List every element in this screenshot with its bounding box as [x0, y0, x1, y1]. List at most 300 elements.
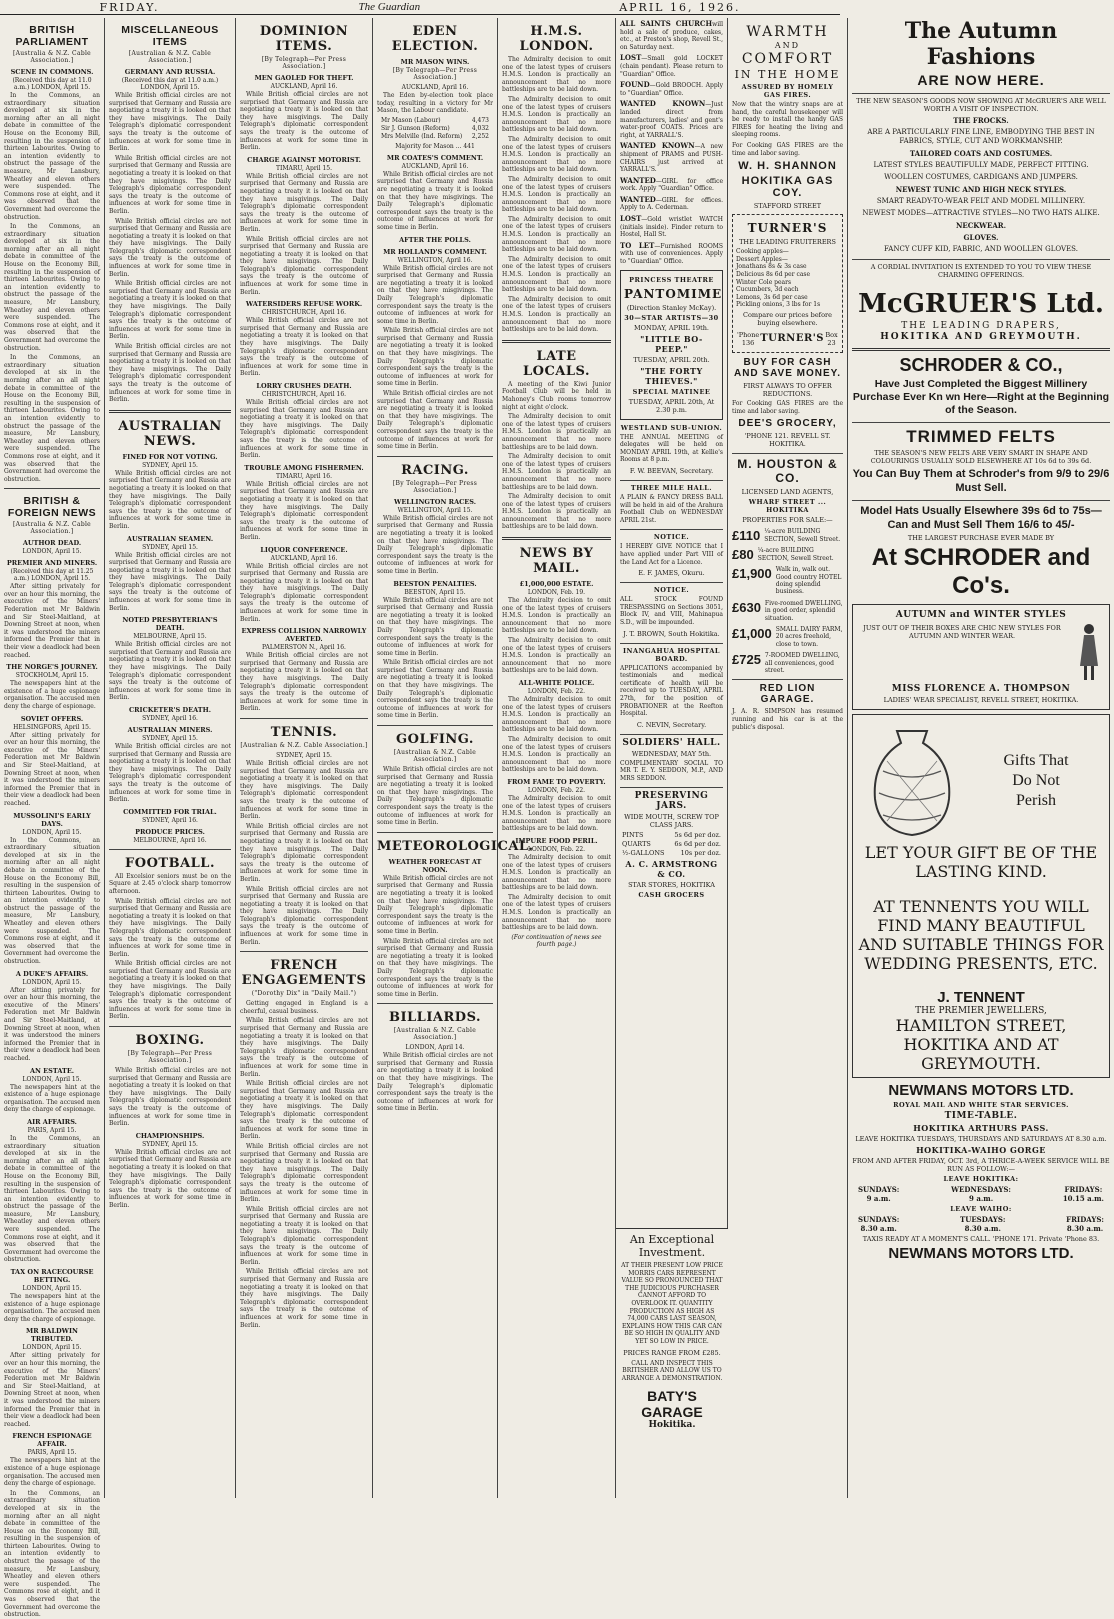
jar-price: 5s 6d per doz.: [674, 831, 721, 840]
schedule-cell: [951, 1185, 1011, 1203]
article-text: While British official circles are not surprised that Germany and Russia are negotiating a treaty it is looked on that they have misgivings. The Daily Telegraph's diplomatic correspondent says the treaty is the outcome of influences at work for some time in Berlin.: [377, 659, 493, 720]
turners-ad: [732, 214, 843, 353]
fruit-item: Delicious 8s 6d per case: [736, 270, 811, 278]
soldiers-hall-title: SOLDIERS' HALL.: [622, 737, 721, 748]
lady-illustration: [1072, 622, 1106, 682]
article-text: The Admiralty decision to omit one of the latest types of cruisers H.M.S. London is practically an announcement that no more battleships are to be laid down.: [502, 135, 611, 174]
hospital-text: APPLICATIONS accompanied by testimonials and medical certificate of health will be received up to TUESDAY, APRIL 27th, for the position of PROBATIONER at the Reefton Hospital.: [620, 664, 723, 718]
turners-phone: 'Phone 136: [736, 330, 760, 347]
schedule-time: 8.30 a.m.: [860, 1224, 897, 1233]
classified-lead: WANTED KNOWN: [620, 141, 695, 151]
subheading: WATERSIDERS REFUSE WORK.: [245, 300, 363, 309]
dateline: LONDON, April 15.: [22, 828, 82, 836]
fashion-item: NECKWEAR.: [955, 221, 1007, 230]
article-text: While British official circles are not surprised that Germany and Russia are negotiating a treaty it is looked on that they have misgivings. The Daily Telegraph's diplomatic correspondent says the treaty is the outcome of influences at work for some time in Berlin.: [377, 766, 493, 827]
houston-subtitle: LICENSED LAND AGENTS,: [741, 488, 834, 497]
property-desc: Five-roomed DWELLING, in good order, splendid situation.: [764, 599, 843, 622]
article-text: While British official circles are not surprised that Germany and Russia are negotiating a treaty it is looked on that they have misgivings. The Daily Telegraph's diplomatic correspondent says the treaty is the outcome of influences at work for some time in Berlin.: [377, 264, 493, 325]
jar-size: PINTS: [622, 831, 644, 840]
batys-garage-name: BATY'S GARAGE: [641, 1388, 703, 1421]
article-text: In the Commons, an extraordinary situation developed at six in the morning after an all night debate in committee of the House on the Economy Bill, resulting in the suspension of thirteen Labourites. Owing to an intention evidently to obstruct the passage of the measure, Mr Lansbury, Wheatley and eleven others were suspended. The Commons rose at eight, and it was observed that the Government had overcome the obstruction.: [4, 1134, 100, 1264]
pantomime-show-1: "LITTLE BO-PEEP.": [640, 333, 703, 354]
turners-box: Box 23: [825, 330, 838, 347]
article-text: The Admiralty decision to omit one of the latest types of cruisers H.M.S. London is practically an announcement that no more battleships are to be laid down.: [502, 453, 611, 491]
dateline: PALMERSTON N., April 16.: [262, 644, 346, 652]
three-mile-notice: [620, 484, 723, 524]
schedule-day: SUNDAYS:: [858, 1215, 900, 1224]
article-text: While British official circles are not surprised that Germany and Russia are negotiating a treaty it is looked on that they have misgivings. The Daily Telegraph's diplomatic correspondent says the treaty is the outcome of influences at work for some time in Berlin.: [240, 822, 368, 883]
article-text: While British official circles are not surprised that Germany and Russia are negotiating a treaty it is looked on that they have misgivings. The Daily Telegraph's diplomatic correspondent says the treaty is the outcome of influences at work for some time in Berlin.: [377, 937, 493, 998]
article-text: The Admiralty decision to omit one of the latest types of cruisers H.M.S. London is practically an announcement that no more battleships are to be laid down.: [502, 893, 611, 932]
red-lion-ad: [732, 683, 843, 731]
autumn-fashions-subtitle: ARE NOW HERE.: [917, 72, 1045, 88]
article-text: While British official circles are not surprised that Germany and Russia are negotiating a treaty it is looked on that they have misgivings. The Daily Telegraph's diplomatic correspondent says the treaty is the outcome of influences at work for some time in Berlin.: [240, 760, 368, 821]
fashion-item: ARE A PARTICULARLY FINE LINE, EMBODYING THE BEST IN FABRICS, STYLE, CUT AND WORKMANSHIP.: [867, 128, 1095, 145]
source-line: [By Telegraph—Per Press Association.]: [127, 1050, 213, 1065]
article-text: While British official circles are not surprised that Germany and Russia are negotiating a treaty it is looked on that they have misgivings. The Daily Telegraph's diplomatic correspondent says the treaty is the outcome of influences at work for some time in Berlin.: [377, 514, 493, 575]
property-row: [732, 652, 843, 674]
heading-racing: RACING.: [401, 462, 469, 478]
property-desc: Walk in, walk out. Good country HOTEL doing splendid business.: [775, 566, 842, 596]
dateline: (Received this day at 11.0 a.m.) LONDON, April 15.: [121, 77, 219, 91]
fashion-item: LATEST STYLES BEAUTIFULLY MADE, PERFECT FITTING.: [873, 161, 1089, 169]
subheading: A DUKE'S AFFAIRS.: [15, 969, 89, 978]
schedule-time: 10.15 a.m.: [1062, 1194, 1104, 1203]
jar-size: QUARTS: [622, 840, 651, 849]
gas-company-name: HOKITIKA GAS COY.: [741, 175, 834, 200]
dateline: LONDON, April 15.: [22, 548, 82, 556]
vase-illustration: [857, 721, 967, 841]
schedule-cell: [858, 1185, 899, 1203]
buy-subtitle: FIRST ALWAYS TO OFFER REDUCTIONS.: [743, 381, 832, 398]
column-5: [498, 18, 616, 1498]
column-7: [728, 18, 848, 1498]
subheading: £1,000,000 ESTATE.: [519, 580, 594, 589]
subheading: MUSSOLINI'S EARLY DAYS.: [13, 811, 91, 828]
article-text: While British official circles are not surprised that Germany and Russia are negotiating a treaty it is looked on that they have misgivings. The Daily Telegraph's diplomatic correspondent says the treaty is the outcome of influences at work for some time in Berlin.: [109, 641, 231, 702]
candidate-name: Mr Mason (Labour): [381, 116, 441, 124]
classified-text: will hold a sale of produce, cakes, etc., at Preston's shop, Revell St., on Saturday next.: [620, 21, 723, 51]
properties-heading: PROPERTIES FOR SALE:—: [742, 516, 833, 525]
dateline: LONDON, April 14.: [405, 1044, 465, 1052]
dateline: CHRISTCHURCH, April 16.: [261, 309, 347, 317]
article-text: The Admiralty decision to omit one of the latest types of cruisers H.M.S. London is practically an announcement that no more battleships are to be laid down.: [502, 215, 611, 254]
timetable-heading: TIME-TABLE.: [944, 1111, 1018, 1121]
schedule-cell: [858, 1215, 899, 1233]
investment-call: CALL AND INSPECT THIS BRITISHER AND ALLOW US TO ARRANGE A DEMONSTRATION.: [621, 1359, 723, 1382]
candidate-votes: 4,032: [471, 124, 489, 132]
subheading: CRICKETER'S DEATH.: [128, 706, 212, 714]
article-text: While British official circles are not surprised that Germany and Russia are negotiating a treaty it is looked on that they have misgivings. The Daily Telegraph's diplomatic correspondent says the treaty is the outcome of influences at work for some time in Berlin.: [377, 170, 493, 231]
subheading: SCENE IN COMMONS.: [10, 68, 94, 76]
subheading: MR HOLLAND'S COMMENT.: [383, 247, 487, 256]
article-text: The Admiralty decision to omit one of the latest types of cruisers H.M.S. London is practically an announcement that no more battleships are to be laid down.: [502, 175, 611, 214]
source-line: [Australian & N.Z. Cable Association.]: [393, 1027, 477, 1042]
dateline: SYDNEY, April 16.: [142, 816, 198, 824]
fashion-item: FANCY CUFF KID, FABRIC, AND WOOLLEN GLOVES.: [884, 245, 1078, 253]
subheading: FROM FAME TO POVERTY.: [507, 777, 606, 786]
dateline: AUCKLAND, April 16.: [270, 554, 338, 562]
dateline: LONDON, April 15.: [22, 1285, 82, 1293]
article-text: The newspapers hint at the existence of a huge espionage organisation. The accused men deny the charge of espionage.: [4, 1457, 100, 1488]
autumn-winter-styles: AUTUMN and WINTER STYLES: [895, 610, 1067, 620]
matinee-time: TUESDAY, APRIL 20th, At 2.30 p.m.: [628, 397, 715, 414]
article-text: In the Commons, an extraordinary situation developed at six in the morning after an all night debate in committee of the House on the Economy Bill, resulting in the suspension of thirteen Labourites. Owing to an intention evidently to obstruct the passage of the measure, Mr Lansbury, Wheatley and eleven others were suspended. The Commons rose at eight, and it was observed that the Government had overcome the obstruction.: [4, 92, 100, 221]
classified-ad: [620, 242, 723, 266]
dateline: SYDNEY, April 15.: [276, 752, 332, 759]
fashion-item: GLOVES.: [963, 233, 999, 242]
heading-news-by-mail: NEWS BY MAIL.: [519, 546, 594, 577]
notice-text: I HEREBY GIVE NOTICE that I have applied under Part VIII of the Land Act for a Licence.: [620, 543, 723, 566]
column-4: [373, 18, 534, 1498]
thompson-name: MISS FLORENCE A. THOMPSON: [891, 684, 1071, 694]
article-text: While British official circles are not surprised that Germany and Russia are negotiating a treaty it is looked on that they have misgivings. The Daily Telegraph's diplomatic correspondent says the treaty is the outcome of influences at work for some time in Berlin.: [109, 960, 231, 1021]
dateline: SYDNEY, April 15.: [142, 543, 198, 551]
subheading: CHAMPIONSHIPS.: [135, 1131, 205, 1140]
heading-golfing: GOLFING.: [396, 732, 474, 748]
fruit-item: Winter Cole pears: [736, 278, 792, 286]
result-row: [381, 125, 489, 133]
subheading: GERMANY AND RUSSIA.: [124, 68, 216, 76]
property-desc: ¼-acre BUILDING SECTION, Sewell Street.: [764, 528, 841, 543]
dateline: STOCKHOLM, April 15.: [15, 672, 89, 680]
warmth-heading: [732, 24, 843, 81]
schedule-cell: [1066, 1215, 1104, 1233]
schedule-cell: [1063, 1185, 1104, 1203]
masthead: [0, 0, 840, 15]
classified-ad: [620, 54, 723, 78]
dateline: WELLINGTON, April 15.: [397, 506, 473, 514]
article-text: While British official circles are not surprised that Germany and Russia are negotiating a treaty it is looked on that they have misgivings. The Daily Telegraph's diplomatic correspondent says the treaty is the outcome of influences at work for some time in Berlin.: [377, 390, 493, 451]
jar-price: 6s 6d per doz.: [674, 840, 721, 849]
article-text: The Admiralty decision to omit one of the latest types of cruisers H.M.S. London is practically an announcement that no more battleships are to be laid down.: [502, 735, 611, 774]
fruit-item: Cooking apples—: [736, 248, 789, 256]
westland-title: WESTLAND SUB-UNION.: [620, 423, 723, 432]
heading-miscellaneous: MISCELLANEOUS ITEMS: [121, 24, 219, 48]
tennent-text: AT TENNENTS YOU WILL FIND MANY BEAUTIFUL AND SUITABLE THINGS FOR WEDDING PRESENTS, ETC.: [858, 897, 1104, 973]
classified-text: —Gold BROOCH. Apply to "Guardian" Office.: [620, 82, 723, 97]
newmans-name: NEWMANS MOTORS LTD.: [888, 1082, 1074, 1099]
gifts-line-1: Gifts That: [1003, 752, 1069, 769]
article-text: While British official circles are not surprised that Germany and Russia are negotiating a treaty it is looked on that they have misgivings. The Daily Telegraph's diplomatic correspondent says the treaty is the outcome of influences at work for some time in Berlin.: [240, 1080, 368, 1141]
warmth-text: Now that the wintry snaps are at hand, the careful housekeeper will be ready to install the handy GAS FIRES for heating the living and sleeping rooms.: [732, 101, 843, 139]
article-text: While British official circles are not surprised that Germany and Russia are negotiating a treaty it is looked on that they have misgivings. The Daily Telegraph's diplomatic correspondent says the treaty is the outcome of influences at work for some time in Berlin.: [109, 897, 231, 958]
property-row: [732, 547, 843, 562]
dateline: CHRISTCHURCH, April 16.: [261, 391, 347, 398]
special-matinee: SPECIAL MATINEE: [632, 387, 711, 396]
subheading: BEESTON PENALTIES.: [393, 579, 477, 588]
mcgruers-town: HOKITIKA AND GREYMOUTH.: [880, 332, 1082, 342]
article-text: The newspapers hint at the existence of a huge espionage organisation. The accused men deny the charge of espionage.: [4, 1083, 100, 1114]
article-text: While British official circles are not surprised that Germany and Russia are negotiating a treaty it is looked on that they have misgivings. The Daily Telegraph's diplomatic correspondent says the treaty is the outcome of influences at work for some time in Berlin.: [240, 1268, 368, 1329]
subheading: IMPURE FOOD PERIL.: [515, 836, 598, 845]
source-line: [By Telegraph—Per Press Association.]: [392, 67, 478, 81]
three-mile-title: THREE MILE HALL.: [630, 484, 713, 492]
classified-lead: WANTED KNOWN: [620, 99, 706, 109]
hospital-title: INANGAHUA HOSPITAL BOARD.: [623, 646, 720, 663]
shannon-name: W. H. SHANNON: [738, 160, 837, 173]
article-text: While British official circles are not surprised that Germany and Russia are negotiating a treaty it is looked on that they have misgivings. The Daily Telegraph's diplomatic correspondent says the treaty is the outcome of influences at work for some time in Berlin.: [109, 1067, 231, 1128]
masthead-date: APRIL 16, 1926.: [619, 0, 741, 14]
classified-ad: [620, 142, 723, 173]
princess-theatre-title: PRINCESS THEATRE: [629, 275, 714, 284]
article-text: While British official circles are not surprised that Germany and Russia are negotiating a treaty it is looked on that they have misgivings. The Daily Telegraph's diplomatic correspondent says the treaty is the outcome of influences at work for some time in Berlin.: [240, 235, 368, 296]
red-lion-title: RED LION GARAGE.: [759, 683, 816, 706]
column-2: [105, 18, 236, 1498]
source-line: [By Telegraph—Per Press Association.]: [261, 56, 347, 70]
article-text: While British official circles are not surprised that Germany and Russia are negotiating a treaty it is looked on that they have misgivings. The Daily Telegraph's diplomatic correspondent says the treaty is the outcome of influences at work for some time in Berlin.: [109, 469, 231, 530]
subheading: TROUBLE AMONG FISHERMEN.: [244, 463, 364, 472]
dateline: PARIS, April 15.: [27, 1126, 77, 1134]
article-text: The Admiralty decision to omit one of the latest types of cruisers H.M.S. London is practically an announcement that no more battleships are to be laid down.: [502, 493, 611, 531]
candidate-votes: 4,473: [471, 116, 489, 124]
batys-garage-town: Hokitika.: [648, 1420, 696, 1431]
heading-football: FOOTBALL.: [125, 855, 215, 871]
hospital-signature: C. NEVIN, Secretary.: [636, 720, 707, 729]
dateline: SYDNEY, April 15.: [142, 735, 198, 742]
schedule-time: 8.30 a.m.: [964, 1224, 1001, 1233]
dateline: SYDNEY, April 16.: [142, 715, 198, 722]
article-text: While British official circles are not surprised that Germany and Russia are negotiating a treaty it is looked on that they have misgivings. The Daily Telegraph's diplomatic correspondent says the treaty is the outcome of influences at work for some time in Berlin.: [240, 91, 368, 152]
property-row: [732, 528, 843, 543]
fashion-item: NEWEST TUNIC AND HIGH NECK STYLES.: [895, 185, 1067, 194]
classified-text: —Gold wristlet WATCH (initials inside). Finder return to Hostel, Hall St.: [620, 216, 723, 239]
subheading: FRENCH ESPIONAGE AFFAIR.: [12, 1432, 92, 1449]
classified-text: —Small gold LOCKET (chain pendant). Please return to "Guardian" Office.: [620, 55, 723, 78]
article-text: While British official circles are not surprised that Germany and Russia are negotiating a treaty it is looked on that they have misgivings. The Daily Telegraph's diplomatic correspondent says the treaty is the outcome of influences at work for some time in Berlin.: [109, 551, 231, 612]
dateline: WELLINGTON, April 16.: [397, 256, 473, 264]
dees-address: 'PHONE 121. REVELL ST. HOKITIKA.: [744, 432, 831, 449]
source-line: [By Telegraph—Per Press Association.]: [392, 479, 478, 494]
result-row: [381, 117, 489, 125]
armstrong-address: STAR STORES, HOKITIKA: [628, 881, 715, 890]
column-1: [0, 18, 105, 1619]
armstrong-name: A. C. ARMSTRONG & CO.: [625, 859, 718, 880]
soldiers-hall-ad: [620, 738, 723, 783]
turners-subtitle: THE LEADING FRUITERERS: [739, 238, 836, 247]
article-text: The Admiralty decision to omit one of the latest types of cruisers H.M.S. London is practically an announcement that no more battleships are to be laid down.: [502, 413, 611, 451]
election-results: [381, 117, 489, 141]
article-text: While British official circles are not surprised that Germany and Russia are negotiating a treaty it is looked on that they have misgivings. The Daily Telegraph's diplomatic correspondent says the treaty is the outcome of influences at work for some time in Berlin.: [240, 1205, 368, 1266]
schroder-name: SCHRODER & CO.,: [899, 355, 1063, 375]
schroder-text: Have Just Completed the Biggest Millinery Purchase Ever Kn wn Here—Right at the Beginning of the Season.: [852, 378, 1110, 416]
heading-hms-london: H.M.S. LONDON.: [519, 24, 594, 54]
article-text: The newspapers hint at the existence of a huge espionage organisation. The accused men deny the charge of espionage.: [4, 680, 100, 710]
property-desc: ¼-acre BUILDING SECTION, Sewell Street.: [757, 547, 834, 562]
classified-lead: FOUND: [620, 80, 650, 90]
pantomime-show-2: "THE FORTY THIEVES.": [640, 365, 703, 386]
dateline: LONDON, Feb. 22.: [527, 845, 586, 853]
soldiers-hall-text: COMPLIMENTARY SOCIAL TO MR T. E. Y. SEDDON, M.P., AND MRS SEDDON.: [620, 759, 723, 782]
jar-price: 10s per doz.: [680, 849, 721, 858]
dateline: TIMARU, April 16.: [275, 472, 332, 480]
morris-cars-ad: [616, 1228, 728, 1498]
article-text: The Admiralty decision to omit one of the latest types of cruisers H.M.S. London is practically an announcement that no more battleships are to be laid down.: [502, 95, 611, 134]
subheading: AUTHOR DEAD.: [22, 539, 82, 548]
preserving-jars-ad: [620, 791, 723, 899]
gas-ad: [732, 24, 843, 210]
source-line: [Australian & N.Z. Cable Association.]: [393, 749, 477, 764]
classified-lead: TO LET: [620, 240, 655, 250]
article-text: While British official circles are not surprised that Germany and Russia are negotiating a treaty it is looked on that they have misgivings. The Daily Telegraph's diplomatic correspondent says the treaty is the outcome of influences at work for some time in Berlin.: [109, 280, 231, 341]
subheading: THE NORGE'S JOURNEY.: [6, 663, 98, 672]
fashion-item: SMART READY-TO-WEAR FELT AND MODEL MILLINERY.: [876, 197, 1086, 205]
article-text: In the Commons, an extraordinary situation developed at six in the morning after an all night debate in committee of the House on the Economy Bill, resulting in the suspension of thirteen Labourites. Owing to an intention evidently to obstruct the passage of the measure, Mr Lansbury, Wheatley and eleven others were suspended. The Commons rose at eight, and it was observed that the Government had overcome the obstruction.: [4, 836, 100, 966]
classified-ad: [620, 20, 723, 51]
source-line: ("Dorothy Dix" in "Daily Mail."): [251, 990, 357, 998]
trespass-signature: J. T. BROWN, South Hokitika.: [623, 629, 720, 638]
subheading: LORRY CRUSHES DEATH.: [256, 382, 352, 390]
dateline: (Received this day at 11.0 a.m.) LONDON, April 15.: [12, 77, 92, 91]
classified-ad: [620, 196, 723, 212]
pantomime-monday: MONDAY, APRIL 19th.: [634, 323, 709, 332]
article-text: In the Commons, an extraordinary situation developed at six in the morning after an all night debate in committee of the House on the Economy Bill, resulting in the suspension of thirteen Labourites. Owing to an intention evidently to obstruct the passage of the measure, Mr Lansbury, Wheatley and eleven others were suspended. The Commons rose at eight, and it was observed that the Government had overcome the obstruction.: [4, 223, 100, 352]
property-price: £80: [732, 547, 754, 563]
schedule-hokitika: [858, 1185, 1104, 1203]
gifts-subtitle: LET YOUR GIFT BE OF THE LASTING KIND.: [864, 843, 1098, 881]
jars-subtitle: WIDE MOUTH, SCREW TOP CLASS JARS.: [624, 813, 719, 830]
schedule-day: WEDNESDAYS:: [951, 1185, 1012, 1194]
classified-text: —GIRL for offices. Apply to A. Cederman.: [620, 196, 723, 212]
article-text: While British official circles are not surprised that Germany and Russia are negotiating a treaty it is looked on that they have misgivings. The Daily Telegraph's diplomatic correspondent says the treaty is the outcome of influences at work for some time in Berlin.: [377, 874, 493, 935]
article-text: The Admiralty decision to omit one of the latest types of cruisers H.M.S. London is practically an announcement that no more battleships are to be laid down.: [502, 56, 611, 94]
article-text: While British official circles are not surprised that Germany and Russia are negotiating a treaty it is looked on that they have misgivings. The Daily Telegraph's diplomatic correspondent says the treaty is the outcome of influences at work for some time in Berlin.: [240, 480, 368, 541]
article-text: While British official circles are not surprised that Germany and Russia are negotiating a treaty it is looked on that they have misgivings. The Daily Telegraph's diplomatic correspondent says the treaty is the outcome of influences at work for some time in Berlin.: [109, 1148, 231, 1209]
soldiers-hall-date: WEDNESDAY, MAY 5th.: [631, 749, 712, 758]
dateline: (Received this day at 11.25 a.m.) LONDON, April 15.: [10, 568, 94, 583]
waiho-text: FROM AND AFTER FRIDAY, OCT. 3rd, A THRICE-A-WEEK SERVICE WILL BE RUN AS FOLLOW:—: [852, 1157, 1110, 1173]
at-schroders: At SCHRODER and Co's.: [871, 544, 1091, 599]
gifts-line-2: Do Not: [1012, 772, 1060, 789]
subheading: MR MASON WINS.: [400, 58, 470, 66]
classified-lead: WANTED: [620, 175, 656, 185]
trespass-notice: [620, 586, 723, 637]
thompson-address: LADIES' WEAR SPECIALIST, REVELL STREET, HOKITIKA.: [883, 696, 1079, 704]
trimmed-felts-price: You Can Buy Them at Schroder's from 9/9 to 29/6 Must Sell.: [852, 468, 1110, 494]
article-text: While British official circles are not surprised that Germany and Russia are negotiating a treaty it is looked on that they have misgivings. The Daily Telegraph's diplomatic correspondent says the treaty is the outcome of influences at work for some time in Berlin.: [240, 399, 368, 460]
schedule-time: 8.30 a.m.: [1066, 1224, 1104, 1233]
trimmed-felts: TRIMMED FELTS: [906, 427, 1056, 446]
article-text: While British official circles are not surprised that Germany and Russia are negotiating a treaty it is looked on that they have misgivings. The Daily Telegraph's diplomatic correspondent says the treaty is the outcome of influences at work for some time in Berlin.: [377, 596, 493, 657]
autumn-fashions-title: The Autumn Fashions: [904, 18, 1058, 70]
article-text: In the Commons, an extraordinary situation developed at six in the morning after an all night debate in committee of the House on the Economy Bill, resulting in the suspension of thirteen Labourites. Owing to an intention evidently to obstruct the passage of the measure, Mr Lansbury, Wheatley and eleven others were suspended. The Commons rose at eight, and it was observed that the Government had overcome the obstruction.: [4, 354, 100, 483]
gas-company-address: STAFFORD STREET: [753, 202, 822, 211]
pantomime-tuesday: TUESDAY, APRIL 20th.: [633, 355, 710, 364]
gifts-line-3: Perish: [1016, 792, 1056, 809]
pantomime-cast: 30—STAR ARTISTS—30: [624, 313, 719, 322]
fashion-items: [852, 116, 1110, 254]
warmth-line: IN THE HOME: [734, 68, 841, 81]
jars-price-list: [620, 831, 723, 857]
heading-tennis: TENNIS.: [270, 725, 338, 740]
fashion-item: TAILORED COATS AND COSTUMES.: [909, 149, 1053, 158]
dateline: SYDNEY, April 15.: [142, 1140, 198, 1148]
article-text: The Admiralty decision to omit one of the latest types of cruisers H.M.S. London is practically an announcement that no more battleships are to be laid down.: [502, 637, 611, 675]
newmans-subtitle: ROYAL MAIL AND WHITE STAR SERVICES.: [893, 1101, 1069, 1109]
heading-boxing: BOXING.: [135, 1033, 205, 1049]
dateline: AUCKLAND, April 16.: [270, 83, 338, 90]
fruit-item: Cucumbers, 3d each: [736, 286, 799, 294]
property-desc: SMALL DAIRY FARM, 20 acres freehold, close to town.: [775, 625, 843, 648]
classified-text: —Furnished ROOMS with use of conveniences. Apply to "Guardian" Office.: [620, 242, 723, 266]
property-price: £630: [732, 599, 761, 615]
jar-row: [622, 849, 721, 857]
mcgruers-name: McGRUER'S Ltd.: [858, 289, 1104, 319]
fruit-item: Jonathans 8s & 3s case: [736, 263, 807, 271]
article-text: In the Commons, an extraordinary situation developed at six in the morning after an all night debate in committee of the House on the Economy Bill, resulting in the suspension of thirteen Labourites. Owing to an intention evidently to obstruct the passage of the measure, Mr Lansbury, Wheatley and eleven others were suspended. The Commons rose at eight, and it was observed that the Government had overcome the obstruction.: [4, 1489, 100, 1619]
land-notice: [620, 533, 723, 577]
warmth-text-2: For Cooking GAS FIRES are the time and labor saving.: [732, 141, 843, 157]
subheading: MEN GAOLED FOR THEFT.: [254, 74, 354, 82]
dateline: MELBOURNE, April 15.: [133, 633, 207, 641]
mcgruers-subtitle: THE LEADING DRAPERS,: [901, 321, 1061, 331]
classified-lead: ALL SAINTS CHURCH: [620, 19, 713, 28]
turners-items: [736, 248, 839, 309]
fruit-item: Dessert Apples—: [736, 255, 788, 263]
property-row: [732, 600, 843, 622]
schedule-day: TUESDAYS:: [960, 1215, 1006, 1224]
dateline: PARIS, April 15.: [27, 1449, 77, 1457]
model-hats: Model Hats Usually Elsewhere 39s 6d to 75s—Can and Must Sell Them 16/6 to 45/-: [860, 505, 1102, 531]
subheading: MR BALDWIN TRIBUTED.: [26, 1327, 78, 1344]
houston-address: WHARF STREET ... HOKITIKA: [748, 498, 827, 515]
heading-billiards: BILLIARDS.: [388, 1010, 482, 1026]
tennent-address: HAMILTON STREET, HOKITIKA AND AT GREYMOUTH.: [895, 1016, 1067, 1073]
source-line: [Australia & N.Z. Cable Association.]: [12, 50, 92, 64]
fashion-item: WOOLLEN COSTUMES, CARDIGANS AND JUMPERS.: [884, 173, 1078, 181]
article-text: After sitting privately for over an hour this morning, the executive of the Miners' Federation met Mr Baldwin and Sir Steel-Maitland, at Downing Street at noon, when it was understood the miners informed the Premier that in their view a deadlock had been reached.: [4, 731, 100, 807]
subheading: AFTER THE POLLS.: [399, 235, 471, 244]
taxi-line: TAXIS READY AT A MOMENT'S CALL. 'PHONE 171. Private 'Phone 83.: [862, 1235, 1100, 1243]
houston-name: M. HOUSTON & CO.: [737, 457, 838, 486]
trespass-text: ALL STOCK FOUND TRESPASSING on Sections 3051, Block IV, and VIII, Mahinapua S.D., will be impounded.: [620, 596, 723, 626]
subheading: FINED FOR NOT VOTING.: [122, 452, 218, 461]
jar-row: [622, 840, 721, 848]
dateline: HELSINGFORS, April 15.: [13, 723, 91, 731]
dateline: LONDON, Feb. 22.: [527, 688, 586, 695]
source-line: [Australian & N.Z. Cable Association.]: [240, 742, 368, 749]
classified-ad: [620, 177, 723, 193]
thompson-ad: [852, 604, 1110, 710]
dateline: LONDON, April 15.: [22, 1075, 82, 1083]
property-price: £1,000: [732, 625, 772, 641]
property-row: [732, 626, 843, 648]
schedule-day: FRIDAYS:: [1066, 1215, 1104, 1224]
classified-lead: LOST: [620, 53, 642, 63]
article-text: While British official circles are not surprised that Germany and Russia are negotiating a treaty it is looked on that they have misgivings. The Daily Telegraph's diplomatic correspondent says the treaty is the outcome of influences at work for some time in Berlin.: [109, 154, 231, 215]
subheading: PRODUCE PRICES.: [135, 827, 205, 836]
schedule-day: FRIDAYS:: [1064, 1185, 1103, 1194]
property-price: £110: [732, 528, 761, 544]
leave-hokitika: LEAVE HOKITIKA:: [943, 1175, 1019, 1183]
schedule-waiho: [858, 1215, 1104, 1233]
trimmed-felts-text: THE SEASON'S NEW FELTS ARE VERY SMART IN SHAPE AND COLOURINGS USUALLY SOLD ELSEWHERE AT 10s 6d to 39s 6d.: [870, 449, 1092, 465]
subheading: EXPRESS COLLISION NARROWLY AVERTED.: [241, 627, 367, 644]
subheading: LIQUOR CONFERENCE.: [260, 545, 348, 554]
jar-size: ½-GALLONS: [622, 849, 665, 858]
schedule-time: 9 a.m.: [866, 1194, 891, 1203]
classified-lead: WANTED: [620, 194, 656, 204]
buy-for-cash: BUY FOR CASH AND SAVE MONEY.: [733, 356, 842, 379]
trespass-title: NOTICE.: [653, 586, 690, 595]
article-text: While British official circles are not surprised that Germany and Russia are negotiating a treaty it is looked on that they have misgivings. The Daily Telegraph's diplomatic correspondent says the treaty is the outcome of influences at work for some time in Berlin.: [240, 172, 368, 233]
newmans-ad: [852, 1082, 1110, 1262]
result-row: [381, 133, 489, 141]
article-text: While British official circles are not surprised that Germany and Russia are negotiating a treaty it is looked on that they have misgivings. The Daily Telegraph's diplomatic correspondent says the treaty is the outcome of influences at work for some time in Berlin.: [377, 327, 493, 388]
article-text: The Admiralty decision to omit one of the latest types of cruisers H.M.S. London is practically an announcement that no more battleships are to be laid down.: [502, 794, 611, 833]
waiho-heading: HOKITIKA-WAIHO GORGE: [916, 1145, 1046, 1155]
article-text: While British official circles are not surprised that Germany and Russia are negotiating a treaty it is looked on that they have misgivings. The Daily Telegraph's diplomatic correspondent says the treaty is the outcome of influences at work for some time in Berlin.: [377, 1052, 493, 1113]
